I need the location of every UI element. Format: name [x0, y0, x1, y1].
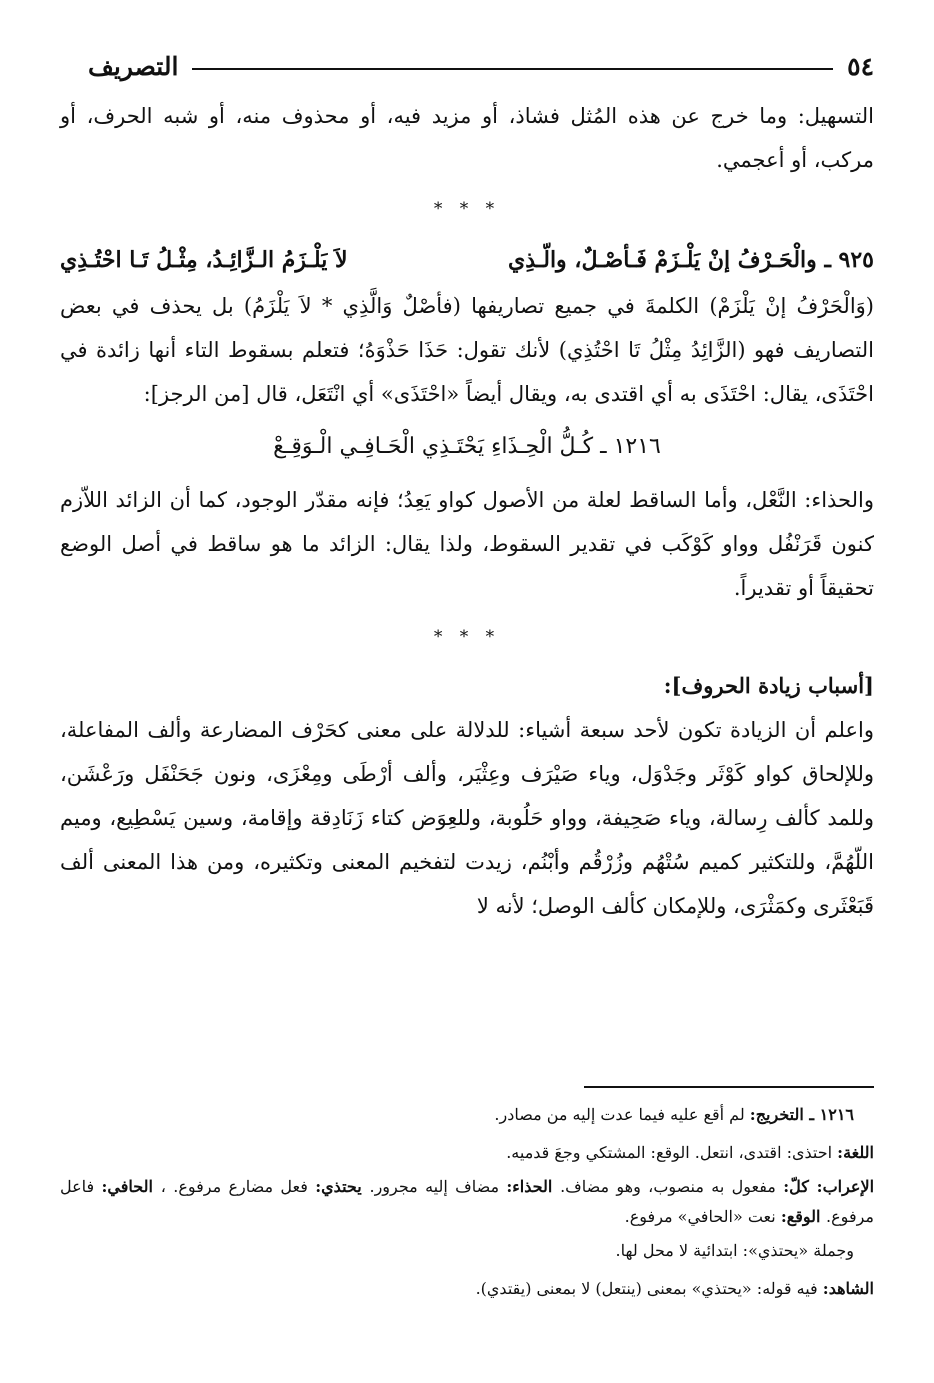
- alfiyya-verse: [60, 236, 874, 284]
- footnote-text: فيه قوله: «يحتذي» بمعنى (ينتعل) لا بمعنى (يقتدي).: [475, 1279, 823, 1298]
- footnote-label: الشاهد:: [822, 1279, 874, 1298]
- footnote-lugha: [60, 1134, 874, 1172]
- verse-second-hemistich: لاَ يَلْـزَمُ الـزَّائِـدُ، مِثْـلُ تَـا احْتُـذِي: [60, 247, 348, 273]
- irab-text: فاعل مرفوع.: [60, 1177, 874, 1226]
- irab-term: كلّ:: [783, 1177, 817, 1196]
- footnote-shahid: [60, 1270, 874, 1308]
- paragraph-ziyada: واعلم أن الزيادة تكون لأحد سبعة أشياء: للدلالة على معنى كحَرْف المضارعة وألف المفاعلة، وللإلحاق كواو كَوْثَر وجَدْوَل، وياء صَيْرَف وعِثْيَر، وألف أرْطَى ومِعْزَى، ونون جَحَنْفَل ورَعْشَن، وللمد كألف رِسالة، وياء صَحِيفة، وواو حَلُوبة، وللعِوَض كتاء زَنَادِقة وإقامة، وسين يَسْطِيع، وميم اللّهُمَّ، وللتكثير كميم سُتْهُم وزُرْقُم وأبْنُم، زيدت لتفخيم المعنى وتكثيره، ومن هذا المعنى ألف قَبَعْثَرى وكمَثْرَى، وللإمكان كألف الوصل؛ لأنه لا: [60, 718, 874, 918]
- verse-first-hemistich: ٩٢٥ ـ والْحَـرْفُ إنْ يَلْـزَمْ فَـأصْـلٌ، والّـذِي: [508, 247, 874, 273]
- footnote-takhrij: [60, 1096, 874, 1134]
- footnote-irab: [60, 1172, 874, 1232]
- footnote-label: ١٢١٦ ـ التخريج:: [749, 1105, 854, 1124]
- irab-term: الحافي:: [101, 1177, 161, 1196]
- page-header: [88, 46, 874, 86]
- footnote-jumla: وجملة «يحتذي»: ابتدائية لا محل لها.: [615, 1241, 854, 1260]
- section-separator: * * *: [433, 627, 501, 647]
- footnote-text: لم أقع عليه فيما عدت إليه من مصادر.: [494, 1105, 750, 1124]
- main-text: [60, 94, 874, 928]
- paragraph-commentary: (وَالْحَرْفُ إنْ يَلْزَمْ) الكلمةَ في جميع تصاريفها (فأصْلٌ وَالَّذِي * لاَ يَلْزَمُ) بل يحذف في بعض التصاريف فهو (الزَّائِدُ مِثْلُ تَا احْتُذِي) لأنك تقول: حَذَا حَذْوَهُ؛ فتعلم بسقوط التاء أنها زائدة في احْتَذَى، يقال: احْتَذَى به أي اقتدى به، ويقال أيضاً «احْتَذَى» أي انْتَعَل، قال [من الرجز]:: [60, 294, 874, 406]
- page-number: ٥٤: [847, 51, 874, 81]
- footnote-text: احتذى: اقتدى، انتعل. الوقع: المشتكي وجعَ قدميه.: [506, 1143, 838, 1162]
- running-title: التصريف: [88, 51, 179, 81]
- irab-term: الوقع:: [780, 1207, 827, 1226]
- section-separator: * * *: [433, 199, 501, 219]
- irab-text: فعل مضارع مرفوع. ،: [160, 1177, 316, 1196]
- section-heading: [أسباب زيادة الحروف]:: [663, 673, 874, 698]
- quoted-verse: ١٢١٦ ـ كُـلُّ الْحِـذَاءِ يَحْتَـذِي الْحَـافِـي الْـوَقِـعْ: [273, 434, 661, 459]
- footnotes: [60, 1096, 874, 1308]
- irab-term: يحتذي:: [315, 1177, 370, 1196]
- header-rule: [192, 68, 833, 70]
- paragraph-tashil: التسهيل: وما خرج عن هذه المُثل فشاذ، أو مزيد فيه، أو محذوف منه، أو شبه الحرف، أو مركب، أو أعجمي.: [60, 104, 874, 172]
- footnote-label: الإعراب:: [816, 1177, 875, 1196]
- irab-term: الحذاء:: [506, 1177, 561, 1196]
- irab-text: مفعول به منصوب، وهو مضاف.: [560, 1177, 784, 1196]
- paragraph-hidha: والحذاء: النَّعْل، وأما الساقط لعلة من الأصول كواو يَعِدُ؛ فإنه مقدّر الوجود، كما أن الزائد اللاّزم كنون قَرَنْفُل وواو كَوْكَب في تقدير السقوط، ولذا يقال: الزائد ما هو ساقط في أصل الوضع تحقيقاً أو تقديراً.: [60, 488, 874, 600]
- footnote-separator: [584, 1086, 874, 1088]
- irab-text: نعت «الحافي» مرفوع.: [624, 1207, 781, 1226]
- footnote-label: اللغة:: [837, 1143, 874, 1162]
- irab-text: مضاف إليه مجرور.: [369, 1177, 507, 1196]
